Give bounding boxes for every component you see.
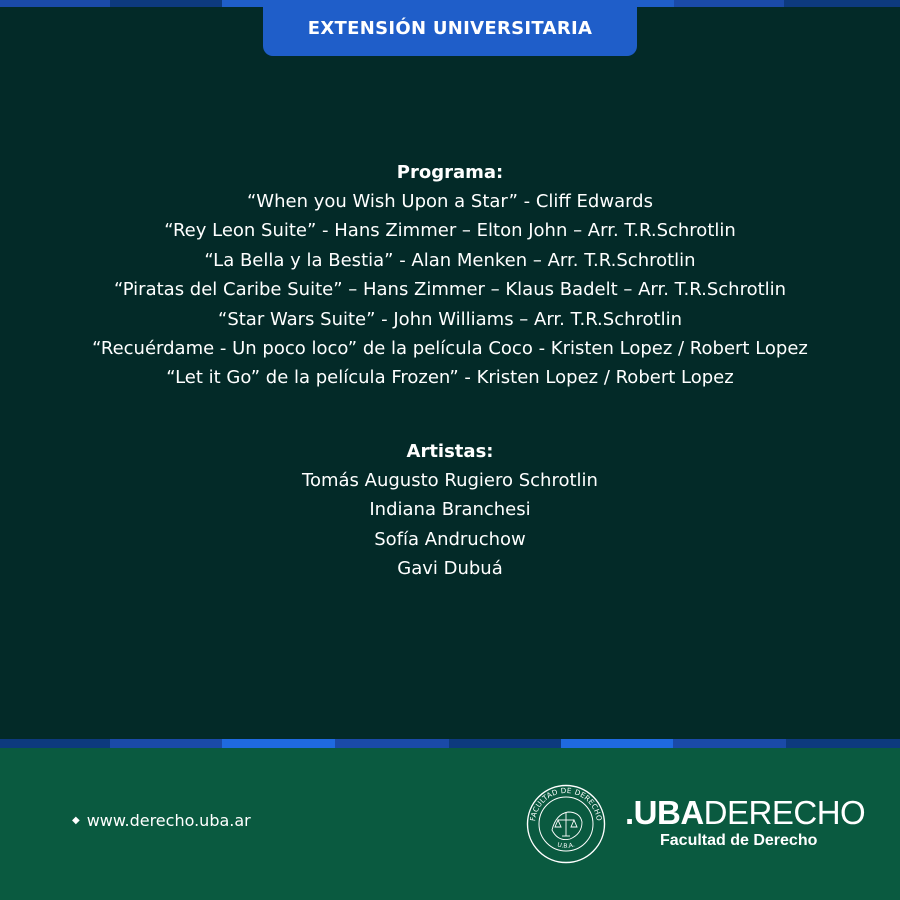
- programa-item: “Recuérdame - Un poco loco” de la película Coco - Kristen Lopez / Robert Lopez: [92, 338, 808, 360]
- uba-derecho-logo: [625, 796, 865, 850]
- diamond-bullet-icon: ◆: [72, 815, 80, 826]
- artista-item: Indiana Branchesi: [369, 499, 531, 521]
- artista-item: Gavi Dubuá: [397, 558, 503, 580]
- programa-item: “Rey Leon Suite” - Hans Zimmer – Elton John – Arr. T.R.Schrotlin: [164, 220, 736, 242]
- programa-item: “Star Wars Suite” - John Williams – Arr. T.R.Schrotlin: [218, 308, 682, 330]
- brand-uba: .UBA: [625, 794, 704, 831]
- artistas-title: Artistas:: [406, 440, 494, 462]
- programa-title: Programa:: [396, 162, 504, 183]
- programa-item: “La Bella y la Bestia” - Alan Menken – Arr. T.R.Schrotlin: [204, 249, 696, 271]
- programa-item: “Let it Go” de la película Frozen” - Kristen Lopez / Robert Lopez: [166, 367, 734, 389]
- header-title: EXTENSIÓN UNIVERSITARIA: [307, 17, 593, 39]
- footer: [0, 748, 900, 900]
- programa-item: “Piratas del Caribe Suite” – Hans Zimmer – Klaus Badelt – Arr. T.R.Schrotlin: [113, 279, 787, 301]
- website-link[interactable]: [72, 811, 251, 830]
- brand-derecho: DERECHO: [703, 794, 866, 831]
- brand-subtitle: Facultad de Derecho: [660, 832, 818, 849]
- faculty-seal-logo: [526, 784, 606, 864]
- artista-item: Tomás Augusto Rugiero Schrotlin: [302, 469, 598, 491]
- artista-item: Sofía Andruchow: [374, 528, 526, 550]
- programa-item: “When you Wish Upon a Star” - Cliff Edwards: [246, 191, 653, 212]
- header-tab: [263, 0, 637, 56]
- svg-text:FACULTAD DE DERECHO: FACULTAD DE DERECHO: [528, 785, 604, 822]
- svg-text:U.B.A.: U.B.A.: [556, 841, 576, 850]
- main-content: [0, 158, 900, 583]
- footer-color-stripe: [0, 739, 900, 748]
- website-url: www.derecho.uba.ar: [86, 811, 251, 830]
